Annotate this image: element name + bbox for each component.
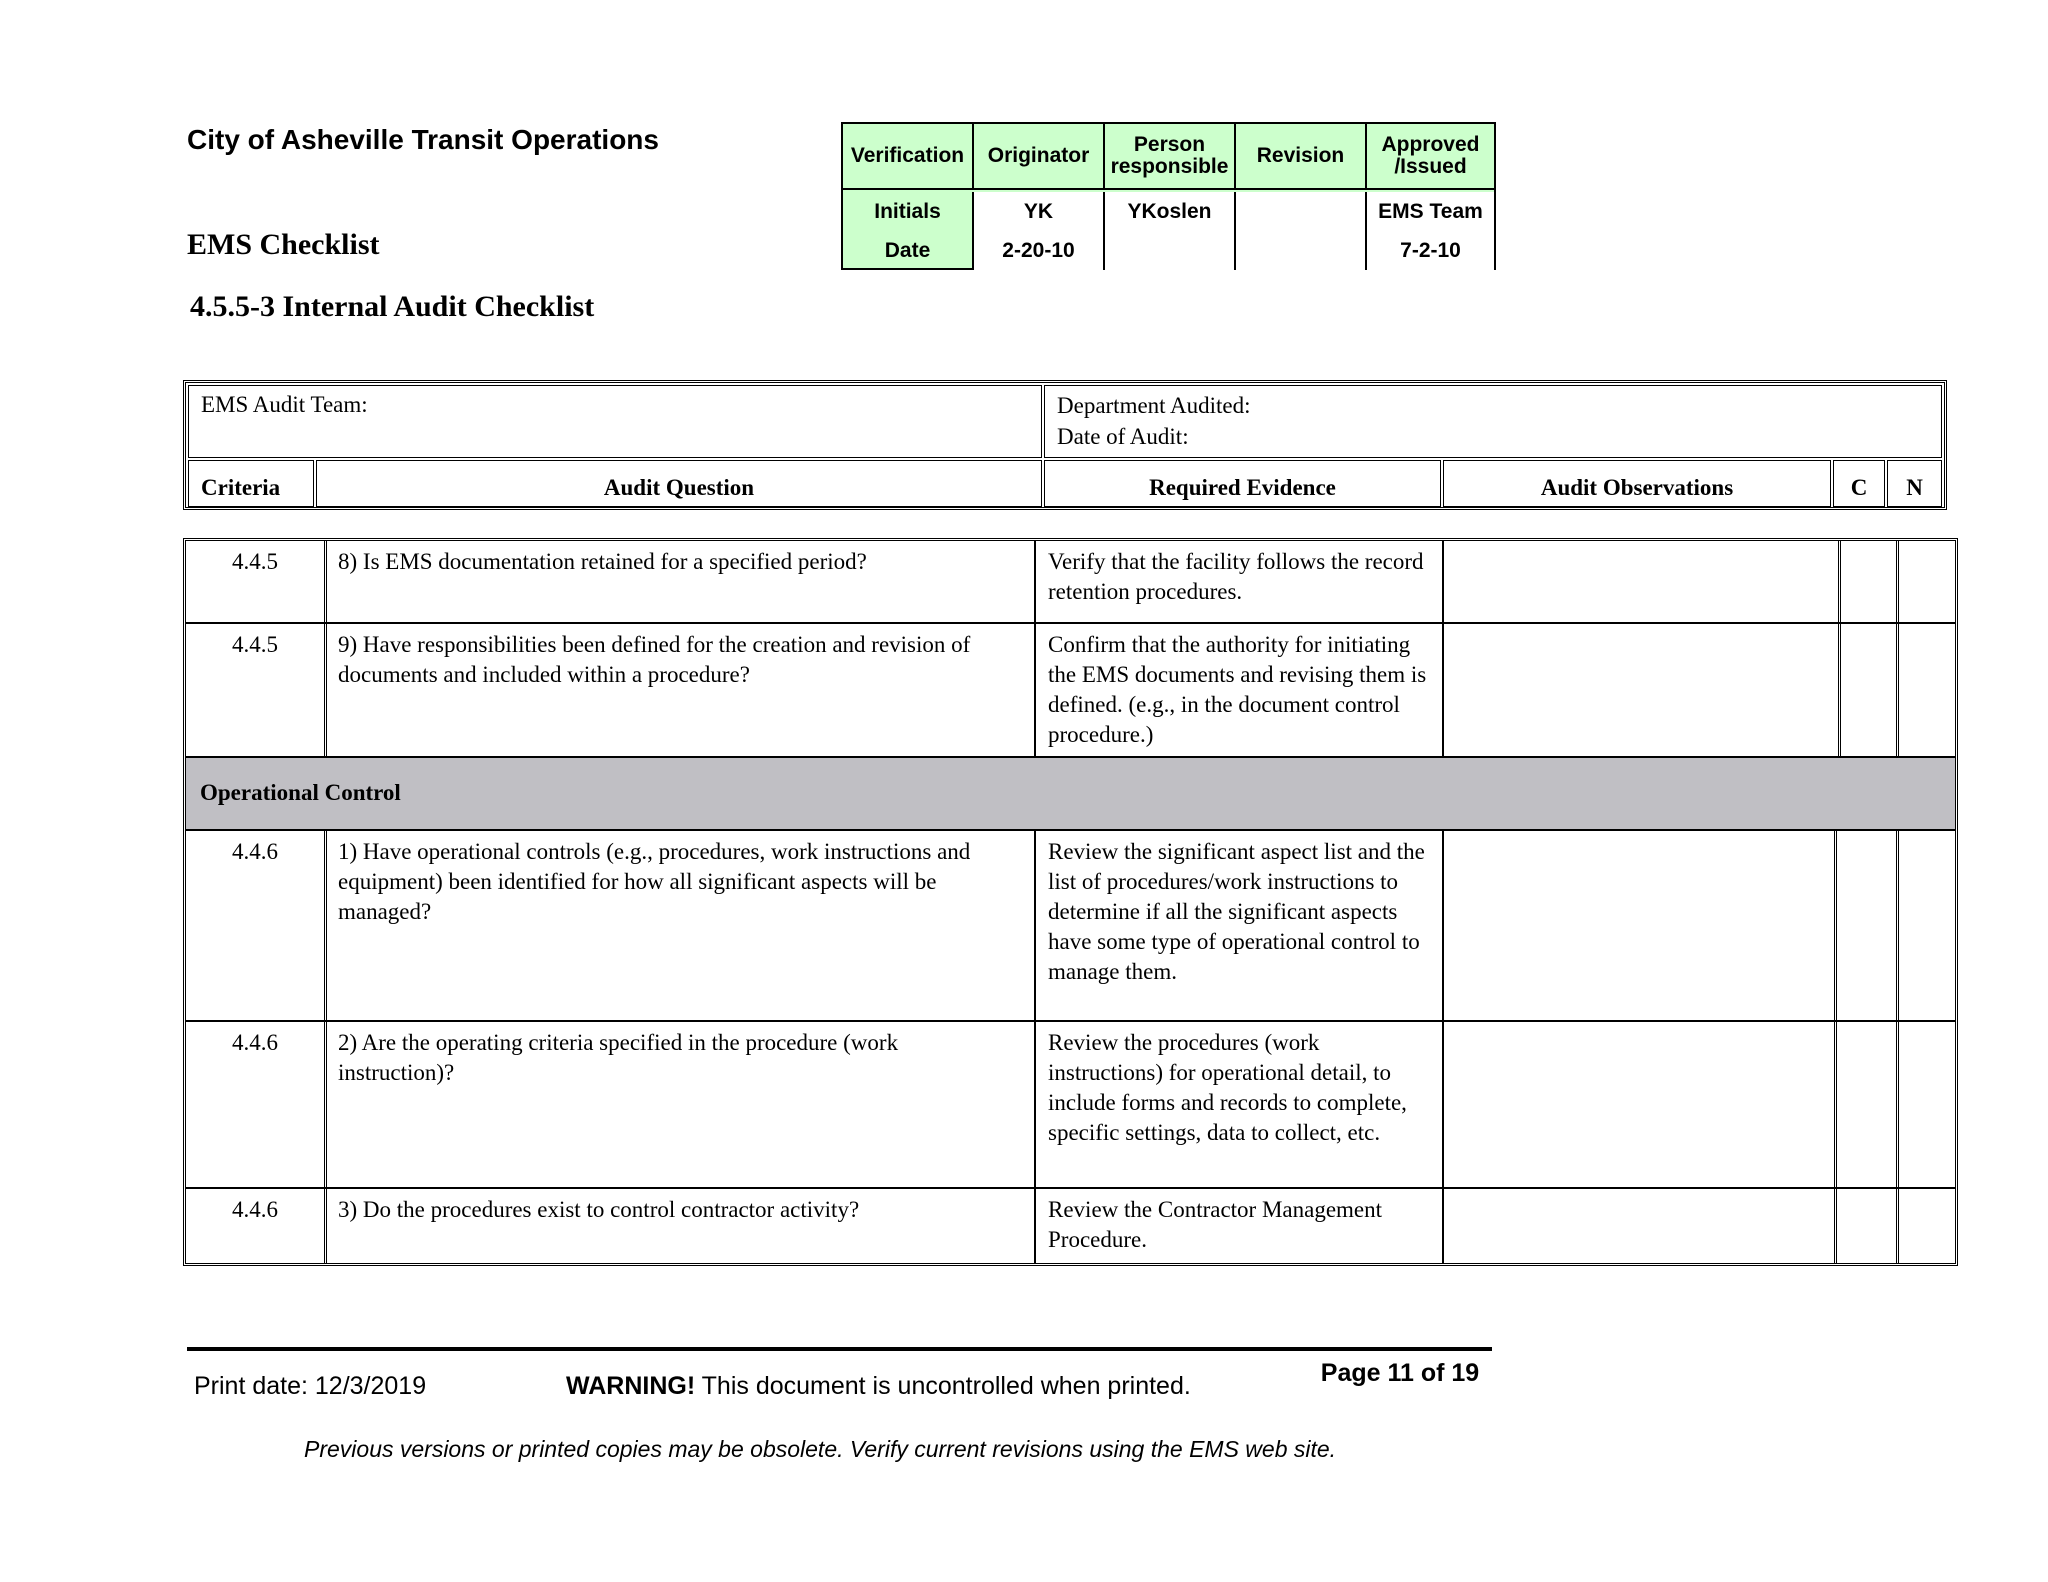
c-checkbox-cell[interactable] <box>1834 831 1896 1020</box>
audit-header-table <box>183 380 1947 510</box>
c-checkbox-cell[interactable] <box>1834 1189 1896 1263</box>
criteria-cell: 4.4.6 <box>232 1030 278 1055</box>
n-checkbox-cell[interactable] <box>1896 624 1954 756</box>
section-title: Operational Control <box>200 780 401 805</box>
criteria-cell: 4.4.5 <box>232 549 278 574</box>
c-checkbox-cell[interactable] <box>1838 541 1896 622</box>
criteria-cell: 4.4.6 <box>232 839 278 864</box>
footer-divider <box>187 1347 1492 1351</box>
print-date: Print date: 12/3/2019 <box>194 1372 427 1400</box>
ctrl-header-verification: Verification <box>843 124 974 190</box>
question-cell: 3) Do the procedures exist to control contractor activity? <box>338 1197 860 1222</box>
observation-cell[interactable] <box>1442 1189 1834 1263</box>
evidence-cell: Verify that the facility follows the record retention procedures. <box>1048 549 1424 604</box>
ctrl-approved-initials: EMS Team <box>1367 192 1494 232</box>
audit-team-label: EMS Audit Team: <box>201 392 368 417</box>
evidence-cell: Review the procedures (work instructions) for operational detail, to include forms and records to complete, specific settings, data to collect, etc. <box>1048 1030 1407 1145</box>
ctrl-label-date: Date <box>843 232 974 270</box>
section-row <box>186 758 1955 831</box>
page-number: Page 11 of 19 <box>1320 1359 1480 1387</box>
n-checkbox-cell[interactable] <box>1896 1189 1954 1263</box>
ctrl-header-originator: Originator <box>974 124 1105 190</box>
ctrl-originator-date: 2-20-10 <box>974 232 1105 270</box>
ctrl-revision-date <box>1236 232 1367 270</box>
department-date-field[interactable] <box>1044 385 1942 458</box>
n-checkbox-cell[interactable] <box>1896 541 1954 622</box>
n-checkbox-cell[interactable] <box>1896 831 1954 1020</box>
ctrl-header-person: Person responsible <box>1105 124 1236 190</box>
warning-text: This document is uncontrolled when printed. <box>695 1372 1191 1400</box>
version-disclaimer: Previous versions or printed copies may be obsolete. Verify current revisions using the EMS web site. <box>304 1436 1337 1462</box>
audit-checklist-table <box>183 538 1958 1266</box>
ctrl-person-date <box>1105 232 1236 270</box>
question-cell: 1) Have operational controls (e.g., procedures, work instructions and equipment) been identified for how all significant aspects will be managed? <box>338 839 971 924</box>
col-header-audit-observations: Audit Observations <box>1443 460 1831 507</box>
evidence-cell: Review the Contractor Management Procedure. <box>1048 1197 1383 1252</box>
col-header-c: C <box>1833 460 1885 507</box>
observation-cell[interactable] <box>1442 624 1838 756</box>
criteria-cell: 4.4.5 <box>232 632 278 657</box>
evidence-cell: Review the significant aspect list and the list of procedures/work instructions to determine if all the significant aspects have some type of operational control to manage them. <box>1048 839 1425 984</box>
n-checkbox-cell[interactable] <box>1896 1022 1954 1187</box>
table-row <box>186 624 1955 758</box>
ctrl-header-approved: Approved /Issued <box>1367 124 1494 190</box>
ctrl-header-revision: Revision <box>1236 124 1367 190</box>
question-cell: 2) Are the operating criteria specified in the procedure (work instruction)? <box>338 1030 899 1085</box>
criteria-cell: 4.4.6 <box>232 1197 278 1222</box>
question-cell: 9) Have responsibilities been defined for the creation and revision of documents and included within a procedure? <box>338 632 971 687</box>
table-row <box>186 1022 1955 1189</box>
col-header-criteria: Criteria <box>188 460 314 507</box>
observation-cell[interactable] <box>1442 831 1834 1020</box>
col-header-n: N <box>1887 460 1942 507</box>
document-type: EMS Checklist <box>187 228 380 261</box>
table-row <box>186 541 1955 624</box>
col-header-audit-question: Audit Question <box>316 460 1042 507</box>
organization-title: City of Asheville Transit Operations <box>187 124 659 155</box>
document-title: 4.5.5-3 Internal Audit Checklist <box>190 290 595 323</box>
ctrl-revision-initials <box>1236 192 1367 232</box>
date-of-audit-label: Date of Audit: <box>1057 424 1189 449</box>
evidence-cell: Confirm that the authority for initiating the EMS documents and revising them is defined. (e.g., in the document control procedure.) <box>1048 632 1427 747</box>
document-control-table <box>841 122 1496 270</box>
col-header-required-evidence: Required Evidence <box>1044 460 1441 507</box>
audit-team-field[interactable] <box>188 385 1042 458</box>
c-checkbox-cell[interactable] <box>1838 624 1896 756</box>
warning-label: WARNING! <box>566 1372 696 1400</box>
department-audited-label: Department Audited: <box>1057 393 1251 418</box>
c-checkbox-cell[interactable] <box>1834 1022 1896 1187</box>
observation-cell[interactable] <box>1442 1022 1834 1187</box>
observation-cell[interactable] <box>1442 541 1838 622</box>
uncontrolled-warning <box>566 1372 1191 1401</box>
table-row <box>186 831 1955 1022</box>
question-cell: 8) Is EMS documentation retained for a specified period? <box>338 549 867 574</box>
ctrl-originator-initials: YK <box>974 192 1105 232</box>
ctrl-approved-date: 7-2-10 <box>1367 232 1494 270</box>
ctrl-person-initials: YKoslen <box>1105 192 1236 232</box>
table-row <box>186 1189 1955 1263</box>
ctrl-label-initials: Initials <box>843 192 974 232</box>
